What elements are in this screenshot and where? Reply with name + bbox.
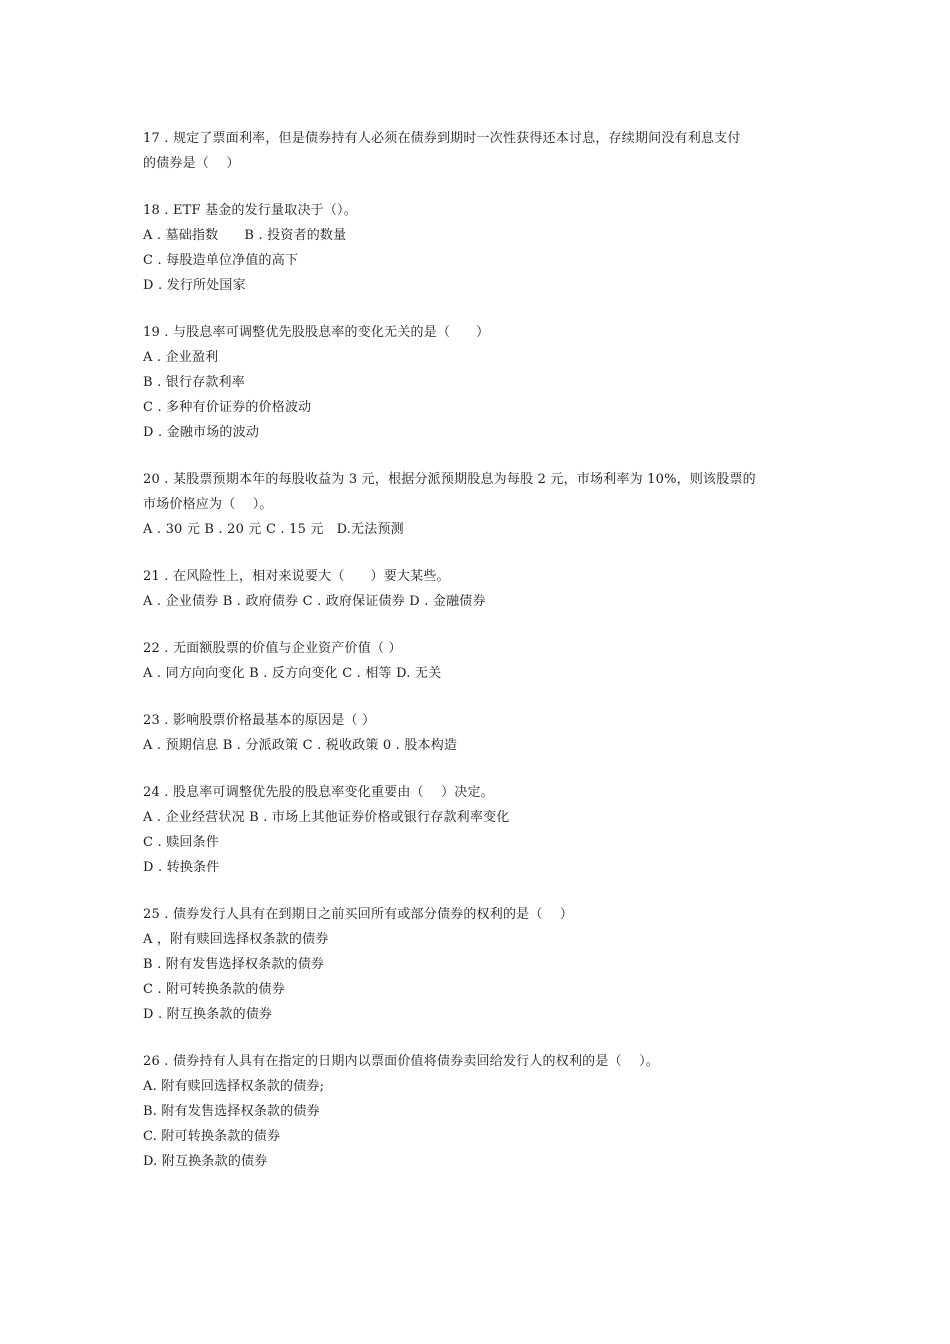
question-block	[143, 1049, 808, 1174]
question-line: C. 附可转换条款的债券	[143, 1129, 281, 1144]
question-stem: 21 . 在风险性上，相对来说要大（ ）要大某些。	[143, 569, 450, 584]
question-line: C . 附可转换条款的债券	[143, 982, 285, 997]
question-line: D . 发行所处国家	[143, 278, 246, 293]
question-stem: 20 . 某股票预期本年的每股收益为 3 元，根据分派预期股息为每股 2 元，市场利率为 10%，则该股票的	[143, 472, 756, 487]
question-line: A . 企业盈利	[143, 350, 219, 365]
question-line: A . 企业经营状况 B . 市场上其他证券价格或银行存款利率变化	[143, 810, 510, 825]
question-line: D. 附互换条款的债券	[143, 1154, 268, 1169]
question-block	[143, 780, 808, 880]
question-stem: 19 . 与股息率可调整优先股股息率的变化无关的是（ ）	[143, 325, 490, 340]
question-block	[143, 902, 808, 1027]
document-page	[143, 126, 808, 1196]
question-block	[143, 636, 808, 686]
question-line: B. 附有发售选择权条款的债券	[143, 1104, 320, 1119]
question-stem: 25 . 债券发行人具有在到期日之前买回所有或部分债券的权利的是（ ）	[143, 907, 574, 922]
question-block	[143, 467, 808, 542]
question-line: A ，附有赎回选择权条款的债券	[143, 932, 329, 947]
question-line: A . 同方向向变化 B . 反方向变化 C . 相等 D. 无关	[143, 666, 442, 681]
question-stem: 22 . 无面额股票的价值与企业资产价值（ ）	[143, 641, 402, 656]
question-stem: 24 . 股息率可调整优先股的股息率变化重要由（ ）决定。	[143, 785, 494, 800]
question-stem: 23 . 影响股票价格最基本的原因是（ ）	[143, 713, 376, 728]
question-block	[143, 708, 808, 758]
question-line: D . 附互换条款的债券	[143, 1007, 273, 1022]
question-stem: 17 . 规定了票面利率，但是债券持有人必须在债券到期时一次性获得还本讨息，存续期间没有利息支付	[143, 131, 741, 146]
question-line: A. 附有赎回选择权条款的债券;	[143, 1079, 325, 1094]
question-stem: 18 . ETF 基金的发行量取决于（）。	[143, 203, 357, 218]
question-line: B . 银行存款利率	[143, 375, 245, 390]
question-stem: 26 . 债券持有人具有在指定的日期内以票面价值将债券卖回给发行人的权利的是（ ）。	[143, 1054, 659, 1069]
question-line: D . 金融市场的波动	[143, 425, 260, 440]
question-line: 的债券是（ ）	[143, 156, 240, 171]
question-line: C . 多种有价证券的价格波动	[143, 400, 312, 415]
question-line: C . 赎回条件	[143, 835, 219, 850]
question-block	[143, 126, 808, 176]
question-line: A . 30 元 B . 20 元 C . 15 元 D.无法预测	[143, 522, 404, 537]
question-line: B . 附有发售选择权条款的债券	[143, 957, 325, 972]
question-line: C . 每股造单位净值的高下	[143, 253, 299, 268]
question-block	[143, 320, 808, 445]
question-block	[143, 198, 808, 298]
question-line: A . 墓础指数 B . 投资者的数量	[143, 228, 347, 243]
question-line: 市场价格应为（ ）。	[143, 497, 273, 512]
question-line: A . 企业债券 B . 政府债券 C . 政府保证债券 D . 金融债券	[143, 594, 486, 609]
question-line: D . 转换条件	[143, 860, 220, 875]
question-line: A . 预期信息 B . 分派政策 C . 税收政策 0 . 股本构造	[143, 738, 458, 753]
question-block	[143, 564, 808, 614]
